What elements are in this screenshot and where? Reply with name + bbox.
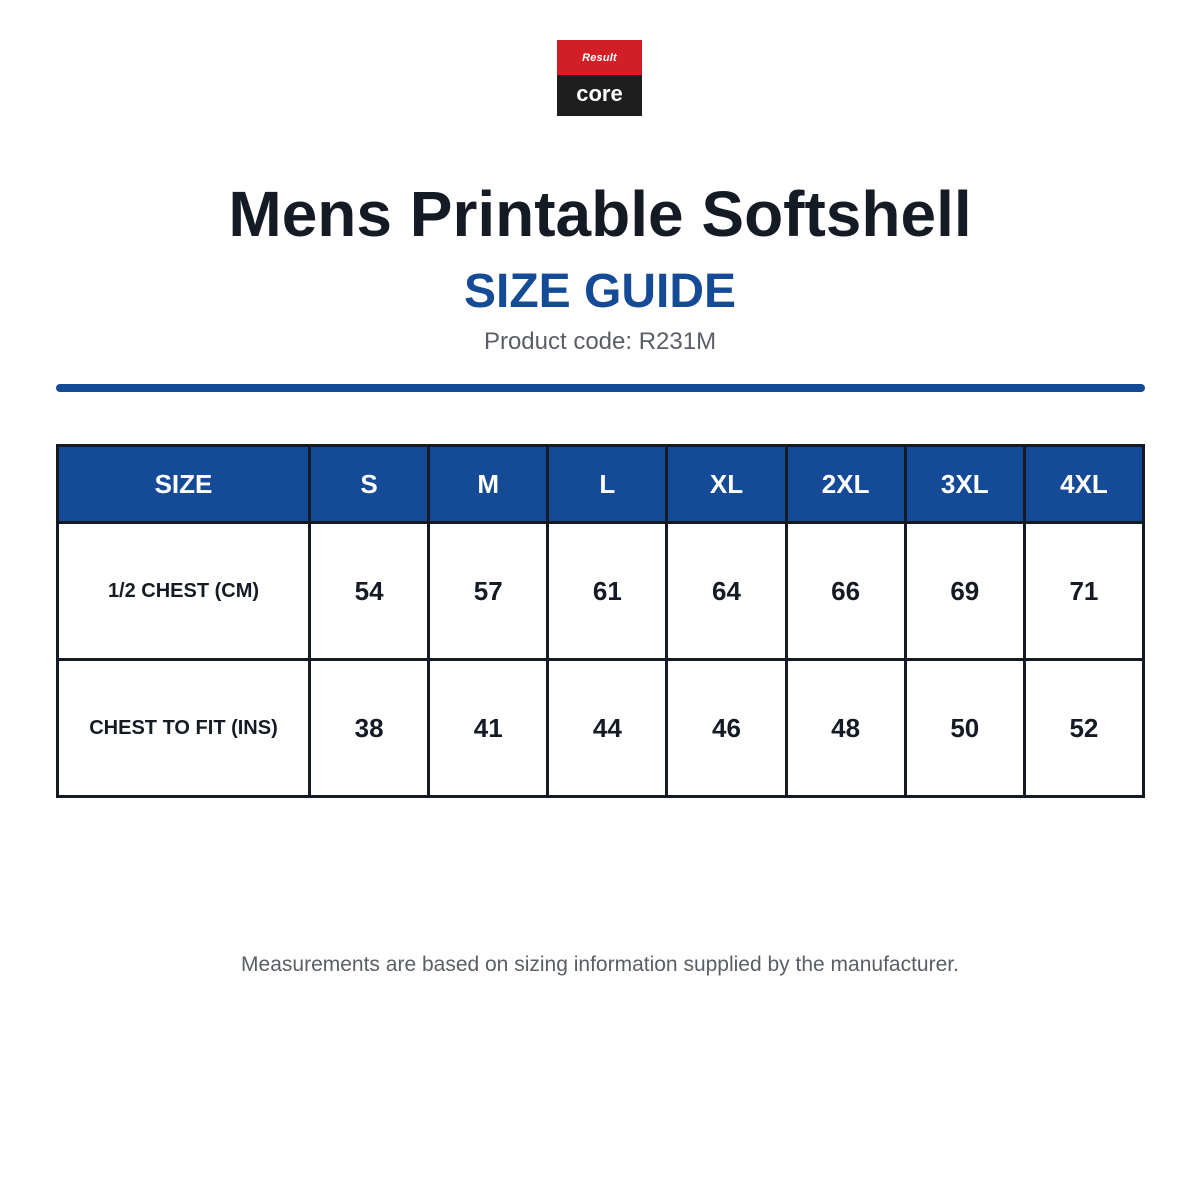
table-cell: 41: [429, 660, 548, 797]
header-cell-size: SIZE: [58, 446, 310, 523]
brand-logo: [557, 40, 642, 116]
row-label-chest-to-fit: CHEST TO FIT (INS): [58, 660, 310, 797]
table-cell: 61: [548, 523, 667, 660]
table-cell: 71: [1024, 523, 1143, 660]
header-cell-4xl: 4XL: [1024, 446, 1143, 523]
table-cell: 57: [429, 523, 548, 660]
footnote: Measurements are based on sizing information supplied by the manufacturer.: [241, 953, 959, 976]
table-cell: 48: [786, 660, 905, 797]
header-cell-l: L: [548, 446, 667, 523]
table-cell: 44: [548, 660, 667, 797]
header-cell-xl: XL: [667, 446, 786, 523]
header-cell-m: M: [429, 446, 548, 523]
table-cell: 46: [667, 660, 786, 797]
table-header-row: [58, 446, 1144, 523]
table-cell: 54: [310, 523, 429, 660]
table-cell: 66: [786, 523, 905, 660]
logo-result-wordmark: Result: [557, 40, 642, 75]
page-subtitle: SIZE GUIDE: [463, 265, 737, 318]
table-cell: 64: [667, 523, 786, 660]
header-cell-2xl: 2XL: [786, 446, 905, 523]
table-row: [58, 660, 1144, 797]
table-cell: 69: [905, 523, 1024, 660]
product-code: Product code: R231M: [483, 328, 717, 355]
table-row: [58, 523, 1144, 660]
divider: [56, 384, 1145, 392]
size-table: [56, 444, 1145, 798]
page-title: Mens Printable Softshell: [228, 178, 972, 250]
table-cell: 50: [905, 660, 1024, 797]
table-cell: 38: [310, 660, 429, 797]
header-cell-3xl: 3XL: [905, 446, 1024, 523]
logo-core-wordmark: core: [557, 75, 642, 116]
header-cell-s: S: [310, 446, 429, 523]
table-cell: 52: [1024, 660, 1143, 797]
row-label-half-chest: 1/2 CHEST (CM): [58, 523, 310, 660]
